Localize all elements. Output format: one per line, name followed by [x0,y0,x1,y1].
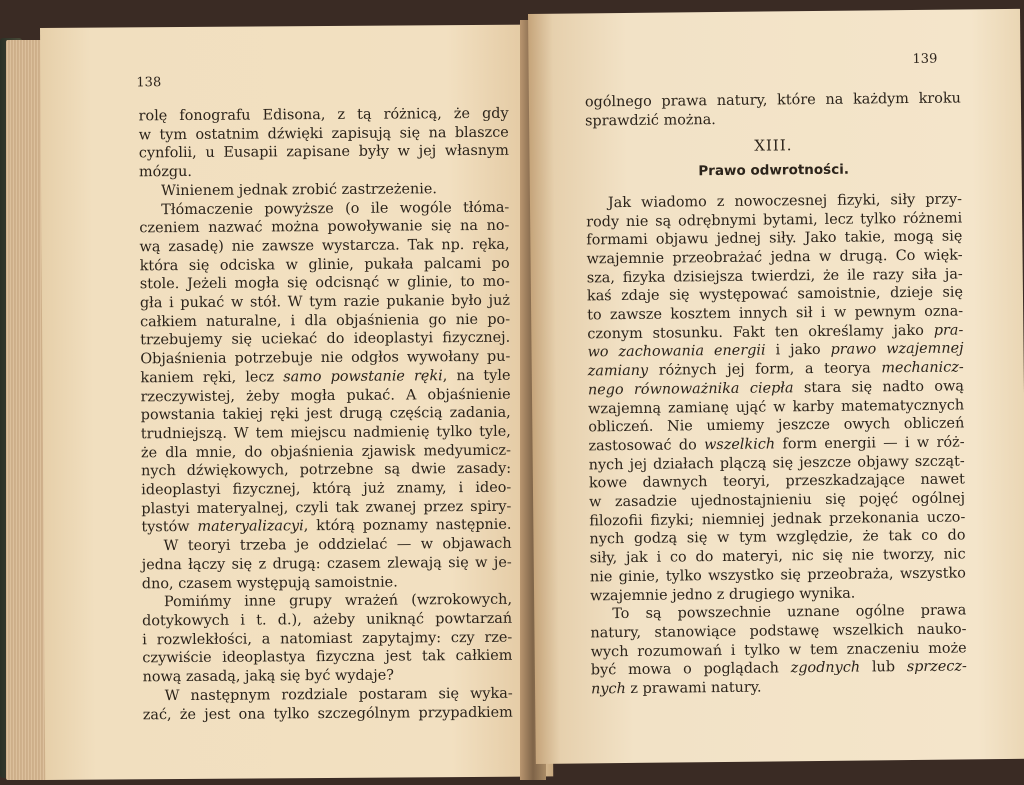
text-run: Winienem jednak zrobić zastrzeżenie. [161,181,438,199]
text-run: całkiem naturalne, i dla objaśnienia go nie po- [139,311,511,331]
text-run: wzajemnie przeobrażać jedna w drugą. Co więk- [586,247,963,268]
text-run: To są powszechnie uznane ogólne prawa [612,602,967,623]
italic-phrase: samo powstanie ręki [283,368,443,386]
text-run: że dla mnie, do objaśnienia zjawisk medyumicz- [140,442,512,461]
text-line [590,564,966,587]
italic-phrase: nych [590,681,626,698]
text-run: wzajemną zamianę ująć w karby matematycznych [588,397,965,417]
text-run: ideoplastyi fizycznej, którą już znamy, i ideo- [141,479,512,499]
text-run: , którą poznamy następnie. [303,517,512,535]
text-line [141,404,511,425]
text-run: lub [860,659,907,676]
text-run: dotykowych i t. d.), ażeby uniknąć powtarzań [142,610,513,630]
text-run: W teoryi trzeba je oddzielać — w objawach [163,535,512,555]
text-run: zastosować do [588,437,705,455]
text-run: stole. Jeżeli mogła się odcisnąć w glinie, to mo- [139,274,510,293]
text-run: rzeczywistej, żeby mogła pukać. A objaśnienie [140,386,511,405]
italic-phrase: materyalizacyi [197,518,304,536]
text-line [585,108,961,131]
text-run: Objaśnienia potrzebuje nie odgłos wywołany pu- [140,348,511,368]
text-run: cynfolii, u Eusapii zapisane były w jej własnym [138,143,509,162]
text-run: Pomińmy inne grupy wrażeń (wzrokowych, [163,592,513,611]
italic-phrase: zamiany [587,362,649,380]
text-line [140,367,510,388]
text-run: W następnym rozdziale postaram się wyka- [164,685,513,704]
chapter-number: XIII. [754,136,793,156]
text-run: rolę fonografu Edisona, z tą różnicą, że gdy [138,105,509,125]
text-run: z prawami natury. [625,679,762,698]
italic-phrase: prawo wzajemnej [830,340,964,359]
text-line [139,123,509,144]
text-run: , na tyle [442,367,511,385]
text-line [141,479,511,500]
text-run: sza, fizyka dzisiejsza twierdzi, że ile razy siła ja- [586,266,963,287]
left-page [40,24,553,780]
text-run: wych rozumowań i tylko w tem znaczeniu może [590,640,967,661]
text-line [142,572,512,593]
right-page-intro [585,89,961,130]
left-page-number: 138 [136,75,162,91]
text-run: mózgu. [138,164,193,181]
left-page-text [139,105,513,725]
text-run: wą zasadę) nie zawsze wystarcza. Tak np. ręka, [139,236,510,256]
italic-phrase: mechanicz- [881,359,964,377]
italic-phrase: nego równoważnika ciepła [587,380,794,399]
text-line [142,647,512,668]
text-run: nych jej działach plączą się jeszcze objawy szcząt- [588,453,965,474]
text-line [143,703,513,724]
text-run: jedna łączy się z drugą: czasem zlewają się w je- [141,554,512,574]
text-run: powstania takiej ręki jest drugą częścią zadania, [140,404,511,424]
text-run: być mowa o poglądach [590,660,791,679]
italic-phrase: wo zachowania energii [587,342,766,361]
text-run: czonym stosunku. Fakt ten określamy jako [587,322,934,343]
text-line [140,292,510,313]
text-run: plastyi materyalnej, czyli tak zwanej przez spiry- [141,498,512,518]
text-line [142,628,512,649]
text-run: obliczeń. Nie umiemy jeszcze owych obliczeń [588,415,965,436]
text-run: nową zasadą, jaką się być wydaje? [142,667,394,686]
text-run: trudniejszą. W tem miejscu nadmienię tylko tyle, [140,423,511,443]
text-run: czeniem nazwać można powoływanie się na no- [139,217,510,237]
text-run: kaś zdaje się występować samoistnie, dzieje się [586,284,964,305]
text-run: w zasadzie ujednostajnieniu się pojęć ogólnej [589,490,966,511]
chapter-title: Prawo odwrotności. [698,161,850,180]
text-line [591,677,967,700]
text-run: formami objawu jednej siły. Jako takie, mogą się [586,228,963,249]
text-run: zać, że jest ona tylko szczególnym przypadkiem [142,704,513,723]
text-run: gła i pukać w stół. W tym razie pukanie było już [139,292,510,312]
text-line [142,610,512,631]
text-run: form energii — i w róż- [775,434,965,453]
text-run: rody nie są odrębnymi bytami, lecz tylko różnemi [586,209,963,230]
text-line [585,89,961,112]
right-page-body [586,190,967,699]
text-run: stara się nadto ową [793,378,965,397]
text-run: siły, jak i co do materyi, nic się nie tworzy, nic [589,546,966,567]
text-run: nych dźwiękowych, potrzebne są dwie zasady: [141,461,512,480]
text-line [139,161,509,182]
text-line [139,105,509,126]
text-line [142,666,512,687]
text-run: czywiście ideoplastya fizyczna jest tak całkiem [142,648,513,667]
text-line [142,554,512,575]
text-run: to zawsze kosztem innych sił i w pewnym ozna- [587,303,964,324]
text-run: i rozwlekłości, a natomiast zapytajmy: czy rze- [142,629,513,648]
text-run: sprawdzić można. [585,111,716,130]
text-line [139,236,509,257]
text-line [143,685,513,706]
text-line [139,142,509,163]
text-run: tystów [141,519,198,536]
text-run: nych godzą się w tym względzie, że tak co do [589,527,966,548]
text-line [142,535,512,556]
text-run: dno, czasem występują samoistnie. [141,574,398,592]
text-run: nie ginie, tylko wszystko się przeobraża, wszystko [589,565,966,586]
text-run: różnych jej form, a teorya [648,360,882,379]
text-run: i jako [765,342,831,359]
text-line [141,423,511,444]
text-run: kaniem ręki, lecz [140,369,284,387]
text-run: ogólnego prawa natury, które na każdym kroku [584,90,961,111]
text-run: kowe dawnych teoryi, przeszkadzające nawet [588,471,965,492]
text-run: Tłómaczenie powyższe (o ile wogóle tłóma- [161,199,510,218]
text-run: która się odciska w glinie, pukała palcami po [139,255,510,274]
text-run: filozofii fizyki; niemniej jednak przekonania uczo- [589,509,966,530]
italic-phrase: wszelkich [703,436,776,454]
text-run: trzebujemy się uciekać do ideoplastyi fizycznej. [140,330,511,349]
right-page [528,9,1024,764]
text-run: wzajemnie jedno z drugiego wynika. [590,585,856,604]
text-run: natury, stanowiące podstawę wszelkich nauko- [590,621,967,642]
text-line [140,348,510,369]
italic-phrase: sprzecz- [906,658,967,676]
text-line [142,591,512,612]
text-line [139,217,509,238]
right-page-text [585,89,967,699]
italic-phrase: pra- [933,322,964,339]
text-run: w tym ostatnim dźwięki zapisują się na blaszce [138,124,509,144]
right-page-number: 139 [912,51,938,67]
text-run: Jak wiadomo z nowoczesnej fizyki, siły przy- [607,191,963,211]
italic-phrase: zgodnych [790,659,861,677]
